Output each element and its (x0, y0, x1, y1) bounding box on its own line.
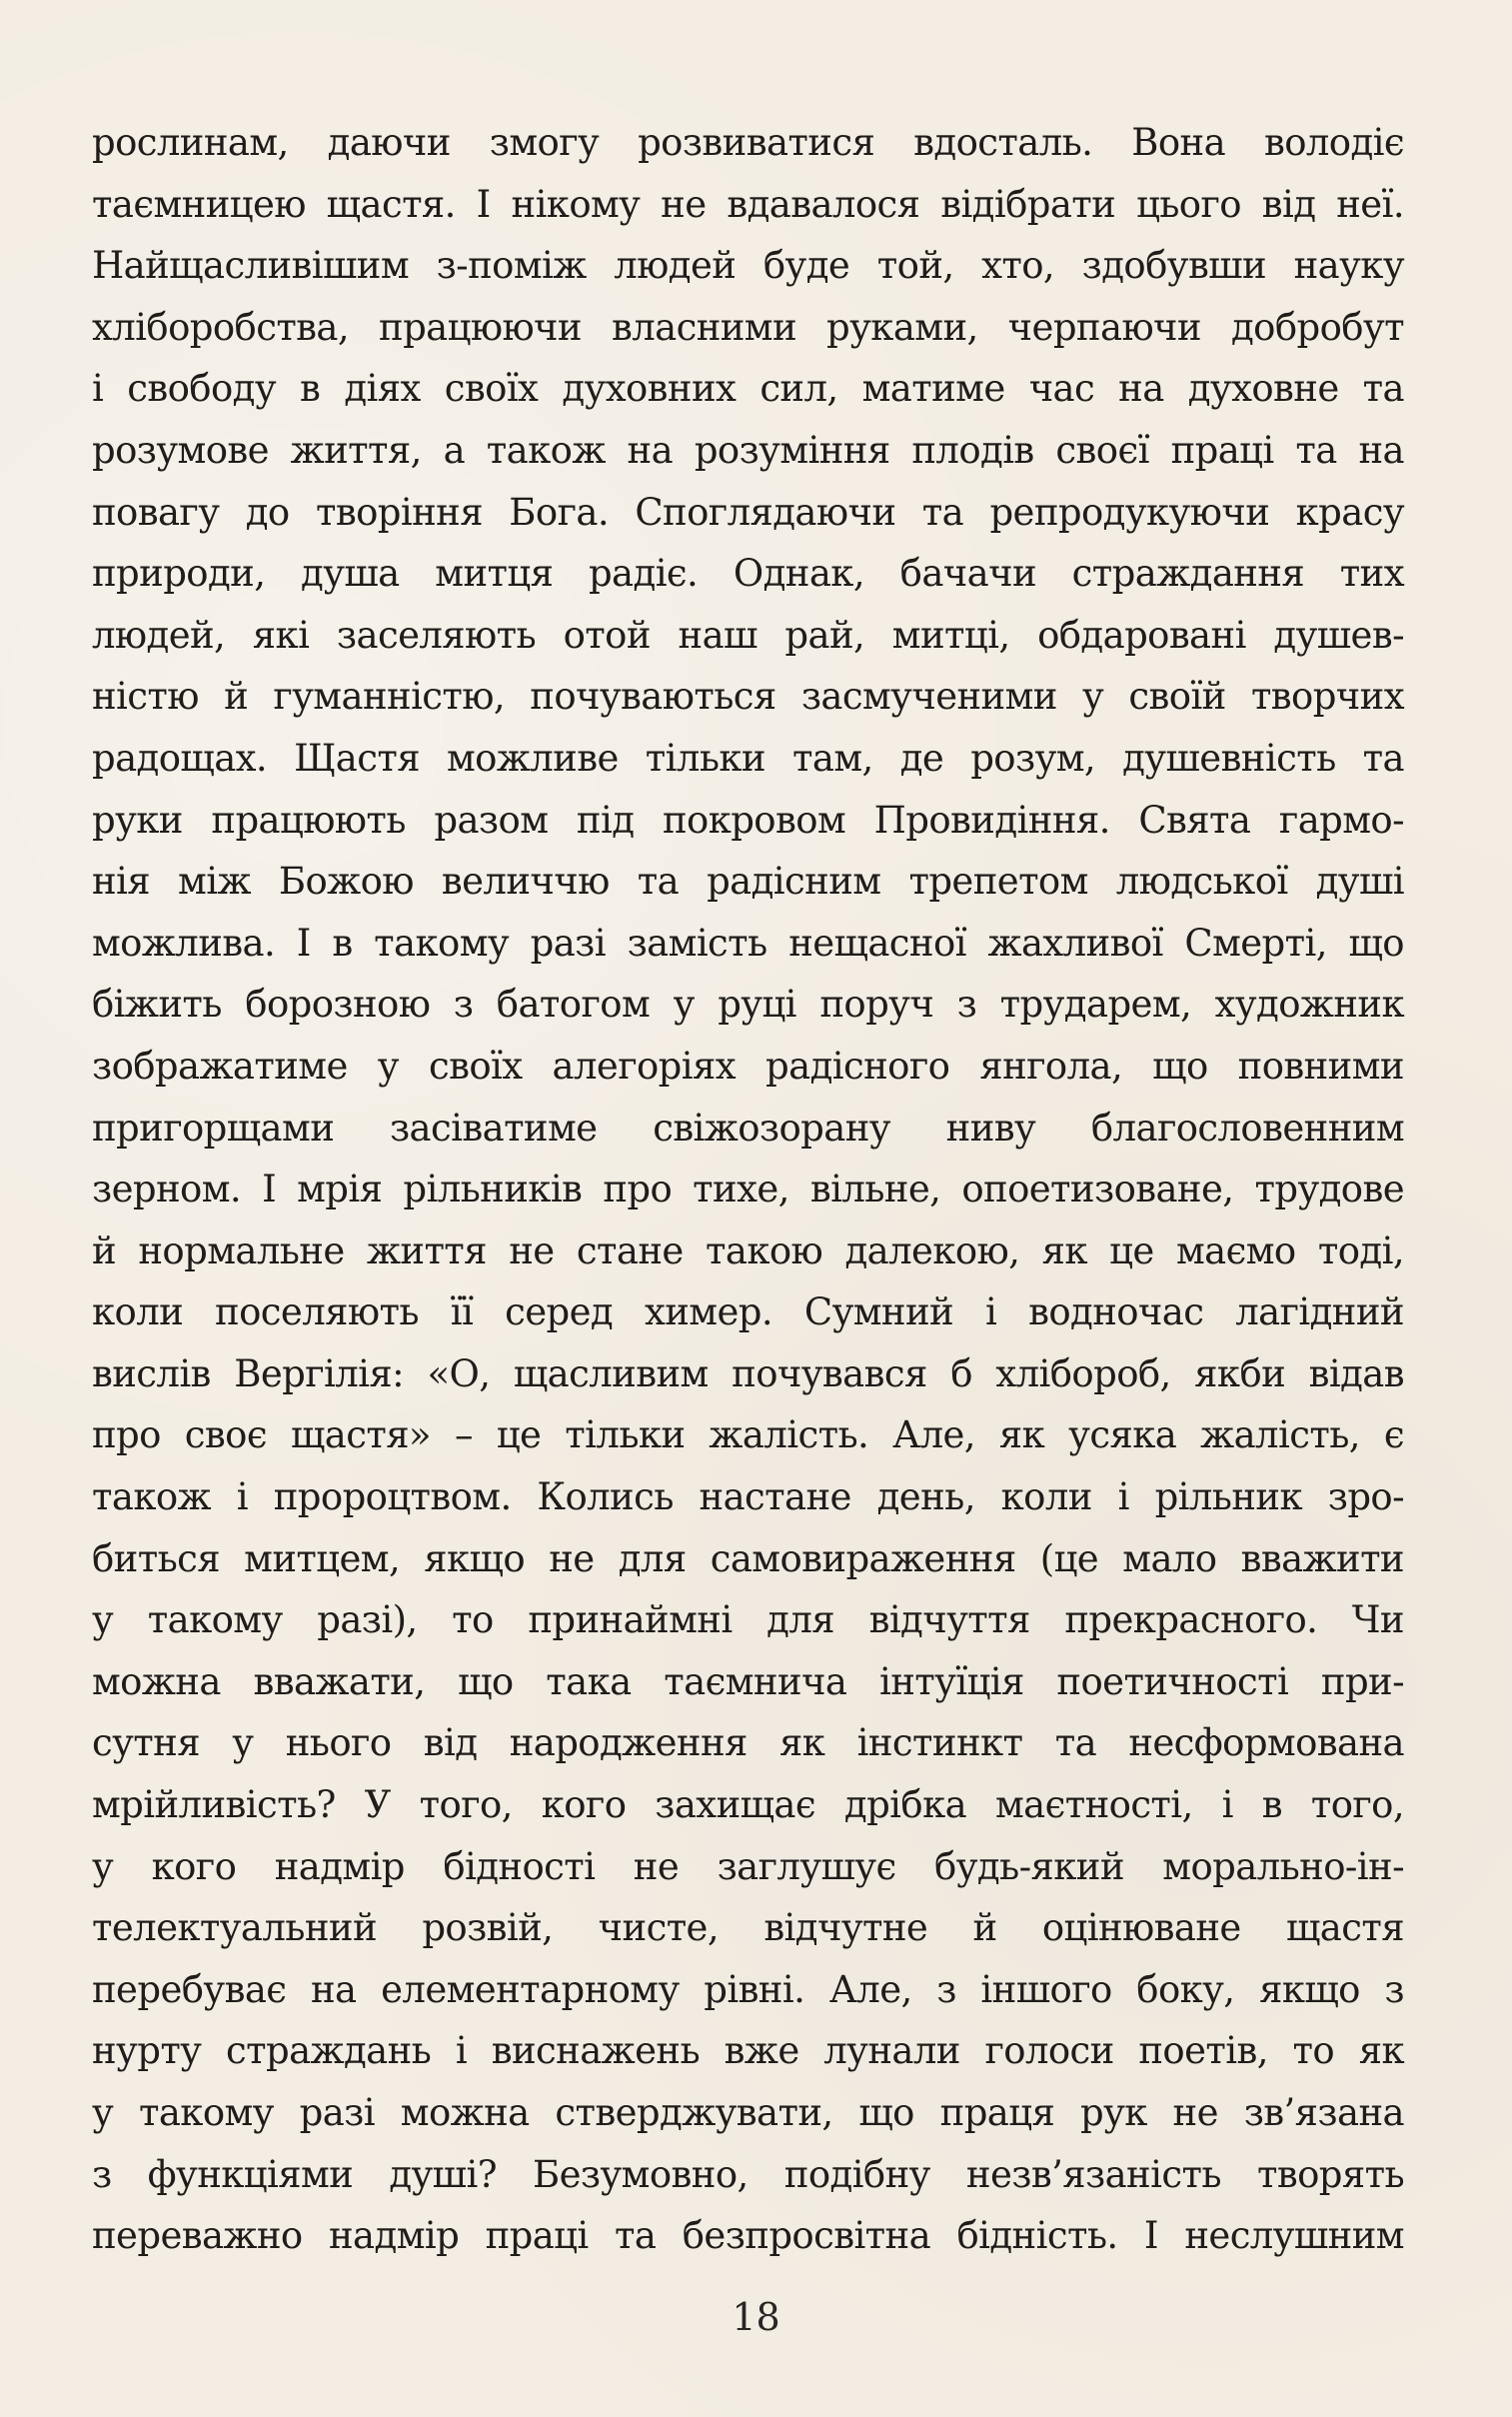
text-line: і свободу в діях своїх духовних сил, матиме час на духовне та (92, 367, 1404, 411)
text-line: про своє щастя» – це тільки жалість. Але, як усяка жалість, є (92, 1413, 1404, 1457)
text-line: вислів Вергілія: «О, щасливим почувався б хлібороб, якби відав (92, 1351, 1404, 1395)
text-line: зображатиме у своїх алегоріях радісного янгола, що повними (92, 1044, 1404, 1088)
text-line: руки працюють разом під покровом Провидіння. Свята гармо- (92, 798, 1404, 842)
text-line: рослинам, даючи змогу розвиватися вдосталь. Вона володіє (92, 121, 1404, 164)
text-line: радощах. Щастя можливе тільки там, де розум, душевність та (92, 736, 1404, 780)
text-line: хліборобства, працюючи власними руками, черпаючи добробут (92, 305, 1404, 349)
text-line: нурту страждань і виснажень вже лунали голоси поетів, то як (92, 2029, 1404, 2073)
text-line: біжить борозною з батогом у руці поруч з трударем, художник (92, 983, 1404, 1027)
text-line: людей, які заселяють отой наш рай, митці, обдаровані душев- (92, 613, 1404, 657)
text-line: пригорщами засіватиме свіжозорану ниву благословенним (92, 1106, 1404, 1150)
text-line: переважно надмір праці та безпросвітна бідність. І неслушним (92, 2214, 1404, 2258)
text-line: також і пророцтвом. Колись настане день, коли і рільник зро- (92, 1475, 1404, 1519)
body-text (92, 112, 1404, 2267)
text-line: зерном. І мрія рільників про тихе, вільне, опоетизоване, трудове (92, 1168, 1404, 1211)
text-line: у такому разі), то принаймні для відчуття прекрасного. Чи (92, 1598, 1404, 1642)
text-line: можна вважати, що така таємнича інтуїція поетичності при- (92, 1659, 1404, 1703)
text-line: перебуває на елементарному рівні. Але, з іншого боку, якщо з (92, 1967, 1404, 2011)
text-line: повагу до творіння Бога. Споглядаючи та репродукуючи красу (92, 490, 1404, 534)
text-line: природи, душа митця радіє. Однак, бачачи страждання тих (92, 552, 1404, 596)
page-number: 18 (732, 2295, 780, 2339)
text-line: можлива. І в такому разі замість нещасної жахливої Смерті, що (92, 921, 1404, 965)
text-line: телектуальний розвій, чисте, відчутне й оцінюване щастя (92, 1906, 1404, 1950)
text-line: у кого надмір бідності не заглушує будь-який морально-ін- (92, 1844, 1404, 1888)
text-line: сутня у нього від народження як інстинкт та несформована (92, 1721, 1404, 1765)
text-line: мрійливість? У того, кого захищає дрібка маєтності, і в того, (92, 1783, 1404, 1827)
text-line: ністю й гуманністю, почуваються засмученими у своїй творчих (92, 675, 1404, 719)
text-line: таємницею щастя. І нікому не вдавалося відібрати цього від неї. (92, 182, 1404, 226)
text-line: нія між Божою величчю та радісним трепетом людської душі (92, 860, 1404, 904)
text-line: коли поселяють її серед химер. Сумний і водночас лагідний (92, 1290, 1404, 1334)
text-line: розумове життя, а також на розуміння плодів своєї праці та на (92, 428, 1404, 472)
text-line: й нормальне життя не стане такою далекою, як це маємо тоді, (92, 1228, 1404, 1272)
text-line: биться митцем, якщо не для самовираження (це мало вважити (92, 1536, 1404, 1580)
text-line: Найщасливішим з-поміж людей буде той, хто, здобувши науку (92, 244, 1404, 288)
text-line: у такому разі можна стверджувати, що праця рук не зв’язана (92, 2091, 1404, 2134)
text-line: з функціями душі? Безумовно, подібну незв’язаність творять (92, 2152, 1404, 2196)
